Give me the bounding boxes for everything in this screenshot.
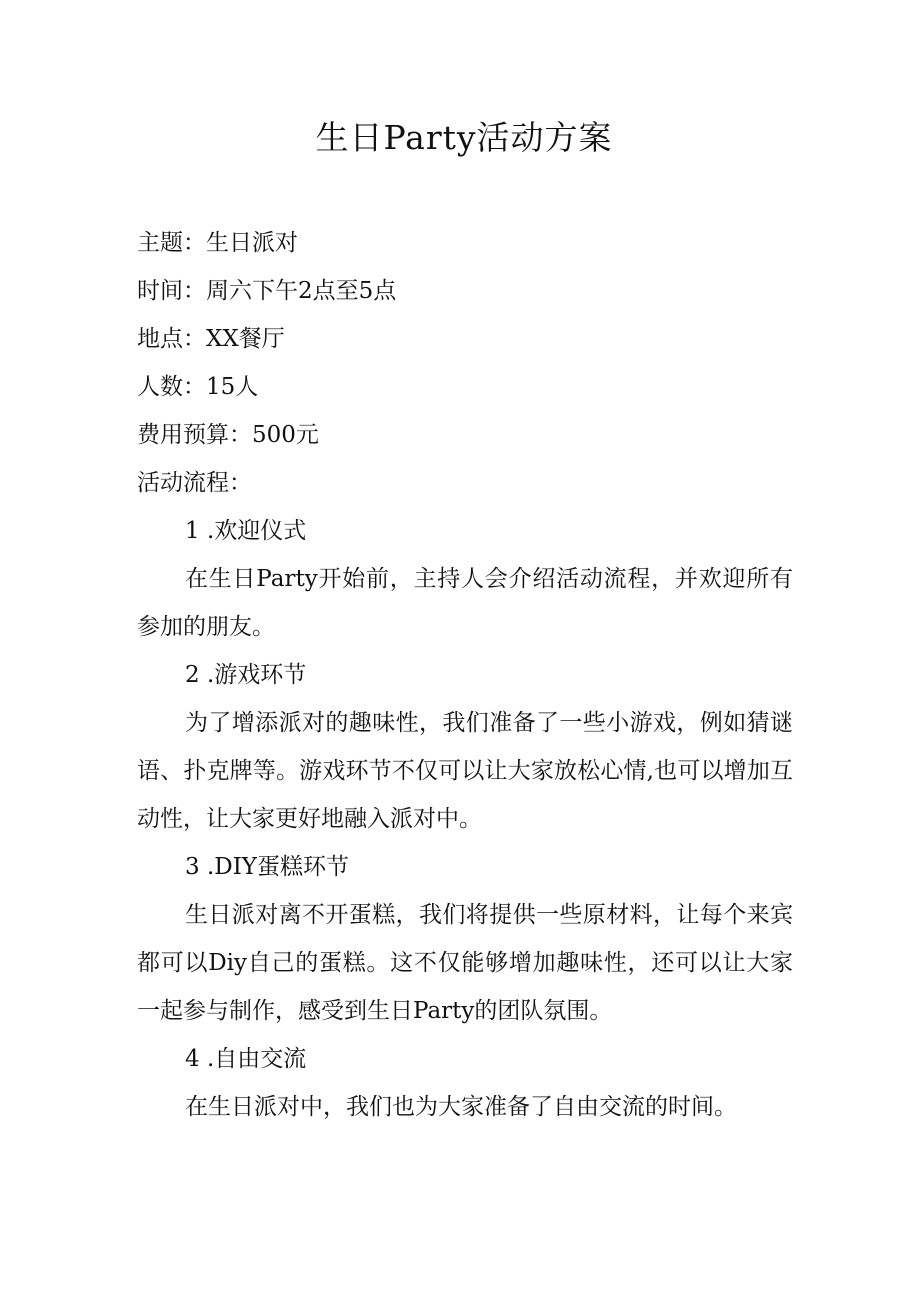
document-body xyxy=(137,219,793,1131)
section-body-welcome: 在生日Party开始前，主持人会介绍活动流程，并欢迎所有参加的朋友。 xyxy=(137,566,793,640)
section-heading-welcome: 1 .欢迎仪式 xyxy=(185,518,307,544)
section-body-games: 为了增添派对的趣味性，我们准备了一些小游戏，例如猜谜语、扑克牌等。游戏环节不仅可以让大家放松心情,也可以增加互动性，让大家更好地融入派对中。 xyxy=(137,710,793,832)
section-heading-games: 2 .游戏环节 xyxy=(185,662,307,688)
process-label: 活动流程： xyxy=(137,470,252,496)
info-time: 时间：周六下午2点至5点 xyxy=(137,278,397,304)
section-body-free-chat: 在生日派对中，我们也为大家准备了自由交流的时间。 xyxy=(185,1094,737,1120)
info-theme: 主题：生日派对 xyxy=(137,230,298,256)
section-heading-free-chat: 4 .自由交流 xyxy=(185,1046,307,1072)
section-body-diy-cake: 生日派对离不开蛋糕，我们将提供一些原材料，让每个来宾都可以Diy自己的蛋糕。这不仅能够增加趣味性，还可以让大家一起参与制作，感受到生日Party的团队氛围。 xyxy=(137,902,793,1024)
info-location: 地点：XX餐厅 xyxy=(137,326,285,352)
section-heading-diy-cake: 3 .DIY蛋糕环节 xyxy=(185,854,349,880)
info-budget: 费用预算：500元 xyxy=(137,422,319,448)
document-title: 生日Party活动方案 xyxy=(315,118,613,157)
info-headcount: 人数：15人 xyxy=(137,374,259,400)
